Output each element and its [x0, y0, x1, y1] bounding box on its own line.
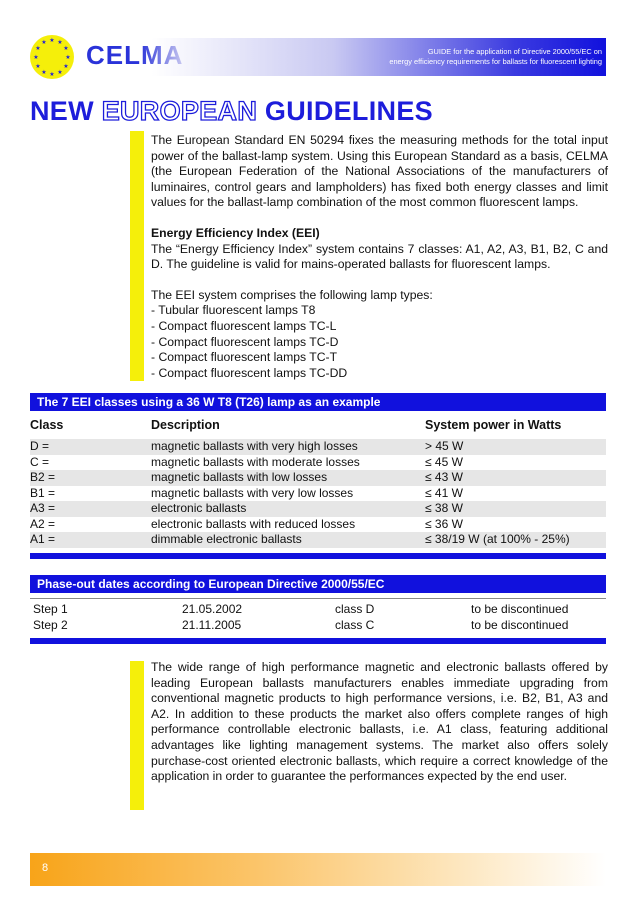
closing-accent-bar: [130, 661, 144, 810]
page-number: 8: [42, 862, 49, 874]
header-guide-note: [272, 47, 602, 67]
phase-out-bottom-rule: [30, 638, 606, 644]
lamp-type-item: - Compact fluorescent lamps TC-DD: [151, 365, 348, 380]
eei-table-title-bar: [30, 393, 606, 411]
svg-text:★: ★: [41, 39, 47, 46]
cell-power: ≤ 36 W: [425, 517, 463, 531]
closing-section: [151, 660, 608, 785]
cell-date: 21.11.2005: [182, 618, 242, 632]
lamp-type-item: - Tubular fluorescent lamps T8: [151, 303, 316, 318]
closing-paragraph: The wide range of high performance magnetic and electronic ballasts offered by leading European ballasts manufacturers enables immediate upgrading from conventional magnetic products to high performance versions, i.e. B2, B1, A3 and A2. In addition to these products the market also offers complete ranges of high performance controllable electronic ballasts, i.e. A1 class, featuring additional advantages like lighting management systems. The market also offers solely purchase-cost oriented electronic ballasts, which require a correct knowledge of the application in order to guarantee the performances expected by the end user.: [151, 660, 608, 784]
intro-section: [151, 133, 608, 381]
phase-out-title-bar: [30, 575, 606, 593]
col-header-description: Description: [151, 418, 220, 432]
title-part3: GUIDELINES: [257, 96, 433, 126]
title-part2: EUROPEAN: [101, 96, 258, 126]
svg-text:★: ★: [33, 54, 39, 61]
header-note-line2: energy efficiency requirements for ballasts for fluorescent lighting: [389, 57, 602, 66]
cell-step: Step 1: [33, 602, 68, 616]
intro-accent-bar: [130, 131, 144, 381]
svg-text:★: ★: [65, 54, 71, 61]
svg-text:★: ★: [63, 45, 69, 52]
cell-class: class D: [335, 602, 375, 616]
col-header-power: System power in Watts: [425, 418, 562, 432]
cell-date: 21.05.2002: [182, 602, 243, 616]
lamp-type-item: - Compact fluorescent lamps TC-L: [151, 318, 337, 333]
table-row: [30, 618, 606, 634]
eu-stars-logo-icon: [30, 35, 74, 79]
table-row: [30, 439, 606, 455]
lamp-type-item: - Compact fluorescent lamps TC-T: [151, 350, 338, 365]
table-row: [30, 501, 606, 517]
cell-description: electronic ballasts: [151, 501, 247, 515]
cell-action: to be discontinued: [471, 602, 569, 616]
cell-description: dimmable electronic ballasts: [151, 532, 302, 546]
cell-class: B1 =: [30, 486, 56, 500]
title-part1: NEW: [30, 96, 102, 126]
eei-table-bottom-rule: [30, 553, 606, 559]
cell-power: ≤ 38/19 W (at 100% - 25%): [425, 532, 570, 546]
cell-power: > 45 W: [425, 439, 464, 453]
table-row: [30, 486, 606, 502]
eei-heading: Energy Efficiency Index (EEI): [151, 225, 320, 240]
footer-band: [30, 853, 606, 886]
cell-description: magnetic ballasts with very high losses: [151, 439, 358, 453]
cell-class: D =: [30, 439, 50, 453]
lamp-types-intro: The EEI system comprises the following lamp types:: [151, 287, 433, 302]
eu-stars-icon: [30, 35, 74, 79]
svg-text:★: ★: [57, 39, 63, 46]
svg-text:★: ★: [49, 37, 55, 44]
cell-power: ≤ 41 W: [425, 486, 463, 500]
svg-text:★: ★: [35, 45, 41, 52]
table-row: [30, 532, 606, 548]
eei-table-title: The 7 EEI classes using a 36 W T8 (T26) lamp as an example: [37, 395, 381, 409]
cell-class: C =: [30, 455, 50, 469]
svg-text:★: ★: [63, 63, 69, 70]
celma-logo-text: CELMA: [86, 40, 184, 70]
table-row: [30, 455, 606, 471]
phase-out-top-rule: [30, 598, 606, 599]
cell-class: A3 =: [30, 501, 56, 515]
svg-text:★: ★: [35, 63, 41, 70]
cell-power: ≤ 43 W: [425, 470, 463, 484]
phase-out-title: Phase-out dates according to European Directive 2000/55/EC: [37, 577, 385, 591]
svg-text:★: ★: [49, 71, 55, 78]
cell-class: class C: [335, 618, 375, 632]
header-note-line1: GUIDE for the application of Directive 2000/55/EC on: [427, 47, 602, 56]
svg-text:★: ★: [41, 69, 47, 76]
table-row: [30, 470, 606, 486]
eei-text: The “Energy Efficiency Index” system contains 7 classes: A1, A2, A3, B1, B2, C and D. The guideline is valid for mains-operated ballasts for fluorescent lamps.: [151, 241, 608, 272]
cell-description: magnetic ballasts with low losses: [151, 470, 328, 484]
cell-class: A1 =: [30, 532, 56, 546]
cell-description: electronic ballasts with reduced losses: [151, 517, 356, 531]
page-title: [30, 96, 433, 127]
cell-description: magnetic ballasts with very low losses: [151, 486, 354, 500]
cell-class: B2 =: [30, 470, 56, 484]
cell-class: A2 =: [30, 517, 56, 531]
table-row: [30, 602, 606, 618]
cell-description: magnetic ballasts with moderate losses: [151, 455, 360, 469]
cell-step: Step 2: [33, 618, 68, 632]
cell-power: ≤ 45 W: [425, 455, 463, 469]
intro-paragraph: The European Standard EN 50294 fixes the measuring methods for the total input power of the ballast-lamp system. Using this European Standard as a basis, CELMA (the European Federation of the National Associations of the manufacturers of luminaires, control gears and lampholders) has fixed both energy classes and limit values for the ballast-lamp combination of the most common fluorescent lamps.: [151, 133, 608, 210]
col-header-class: Class: [30, 418, 64, 432]
table-row: [30, 517, 606, 533]
svg-text:★: ★: [57, 69, 63, 76]
cell-power: ≤ 38 W: [425, 501, 463, 515]
lamp-type-item: - Compact fluorescent lamps TC-D: [151, 334, 339, 349]
cell-action: to be discontinued: [471, 618, 569, 632]
